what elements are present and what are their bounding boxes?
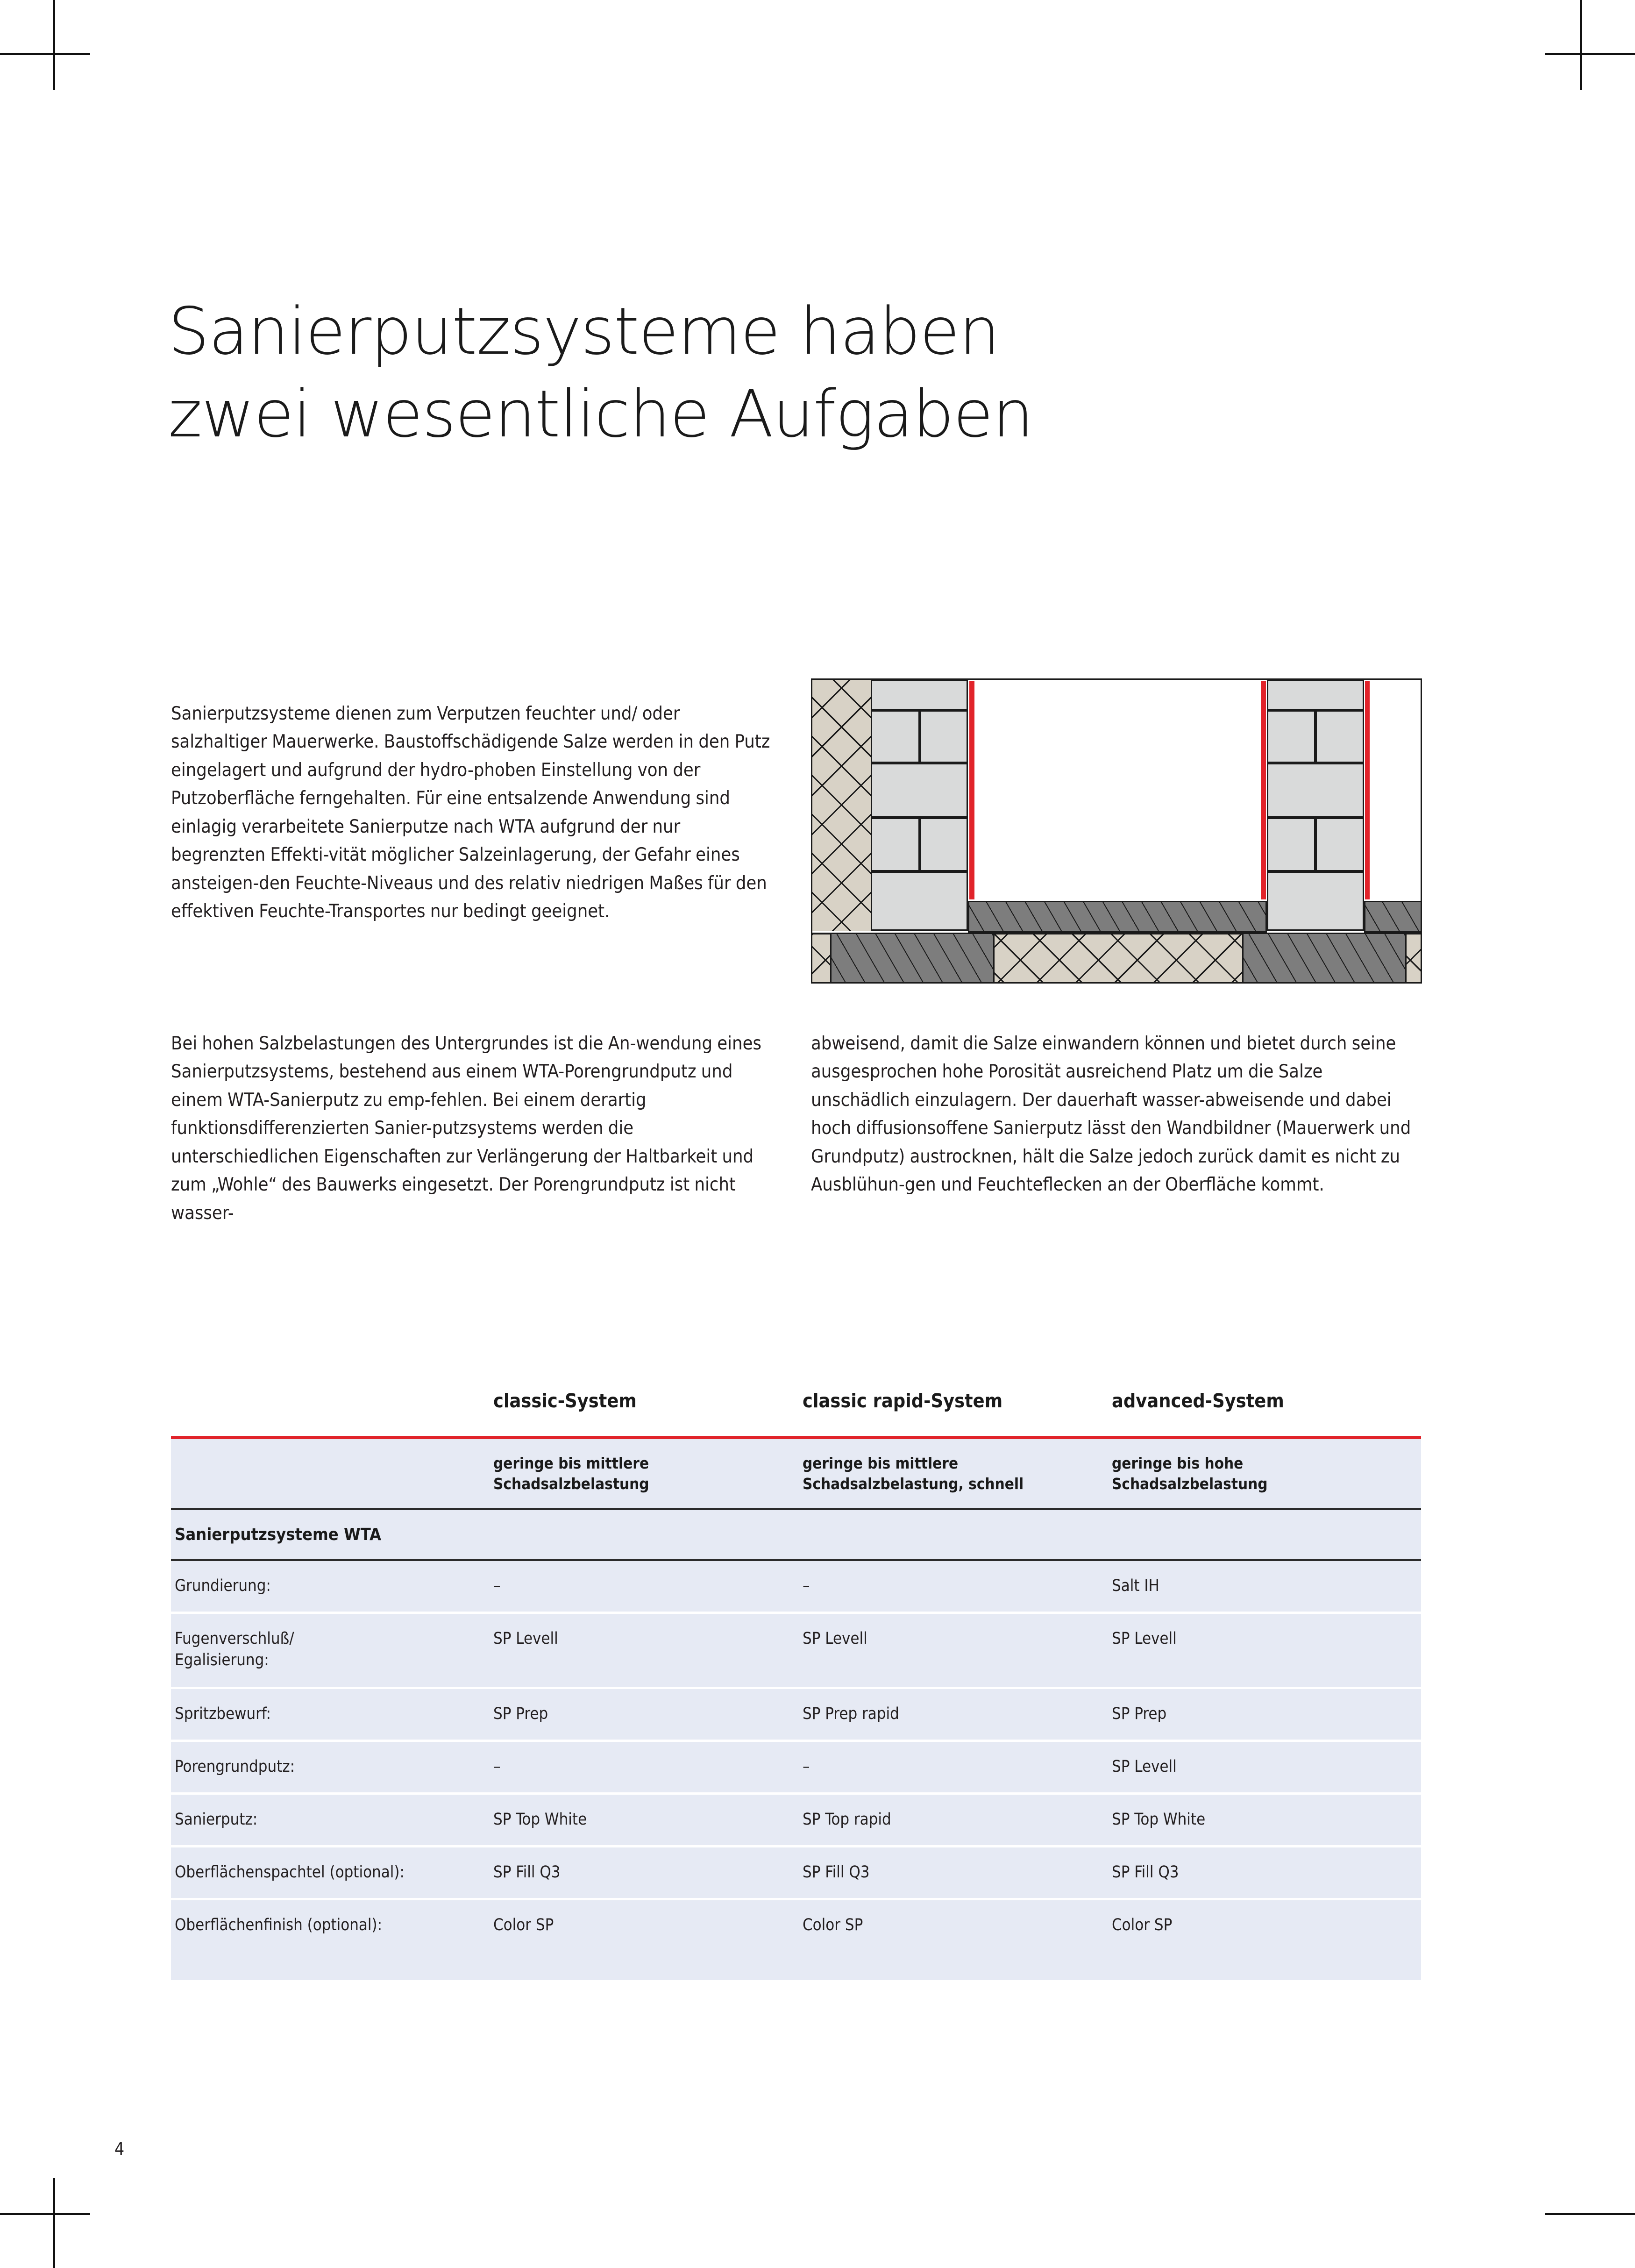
block-right-4a — [1267, 818, 1315, 871]
section-title: Sanierputzsysteme WTA — [171, 1509, 493, 1560]
table-row — [171, 1613, 1421, 1688]
block-right-4b — [1315, 818, 1364, 871]
foundation-plaster-left — [830, 933, 995, 984]
row-value-advanced: Salt IH — [1112, 1560, 1421, 1613]
crop-mark-bottom-left-horizontal — [0, 2213, 90, 2215]
row-value-classic: – — [493, 1560, 803, 1613]
table-row — [171, 1899, 1421, 1981]
row-label: Oberflächenspachtel (optional): — [171, 1847, 493, 1899]
table-row — [171, 1688, 1421, 1741]
table-section-header — [171, 1509, 1421, 1560]
row-value-classic: SP Levell — [493, 1613, 803, 1688]
row-value-rapid: SP Prep rapid — [803, 1688, 1112, 1741]
row-value-advanced: SP Levell — [1112, 1741, 1421, 1794]
block-left-2a — [871, 710, 920, 763]
masonry-left — [812, 680, 871, 931]
crop-mark-bottom-left-vertical — [53, 2178, 55, 2268]
block-right-2b — [1315, 710, 1364, 763]
salt-load-classic — [493, 1438, 803, 1510]
row-value-rapid: SP Fill Q3 — [803, 1847, 1112, 1899]
row-value-advanced: SP Fill Q3 — [1112, 1847, 1421, 1899]
row-label — [171, 1613, 493, 1688]
table-row — [171, 1794, 1421, 1847]
block-left-5 — [871, 871, 968, 931]
row-value-classic: SP Prep — [493, 1688, 803, 1741]
block-left-4b — [920, 818, 968, 871]
body-column-right: abweisend, damit die Salze einwandern können und bietet durch seine ausgesprochen hohe Porosität ausreichend Platz um die Salze unschädlich einzulagern. Der dauerhaft wasser-abweisende und dabei hoch diffusionsoffene Sanierputz lässt den Wandbildner (Mauerwerk und Grundputz) austrocknen, hält die Salze jedoch zurück damit es nicht zu Ausblühun-gen und Feuchteflecken an der Oberfläche kommt. — [811, 1032, 1411, 1195]
row-value-classic: – — [493, 1741, 803, 1794]
salt-load-advanced-line2: Schadsalzbelastung — [1112, 1475, 1268, 1493]
row-value-advanced: SP Levell — [1112, 1613, 1421, 1688]
block-right-3 — [1267, 763, 1364, 818]
salt-load-rapid-line2: Schadsalzbelastung, schnell — [803, 1475, 1024, 1493]
table-header-advanced: advanced-System — [1112, 1369, 1421, 1438]
row-value-rapid: SP Levell — [803, 1613, 1112, 1688]
foundation-plaster-right — [1242, 933, 1407, 984]
block-right-5 — [1267, 871, 1364, 931]
row-value-classic: SP Fill Q3 — [493, 1847, 803, 1899]
table-salt-load-row — [171, 1438, 1421, 1510]
block-left-1 — [871, 680, 968, 710]
crop-mark-top-left-horizontal — [0, 53, 90, 55]
table-row — [171, 1560, 1421, 1613]
salt-load-blank — [171, 1438, 493, 1510]
row-value-advanced: SP Top White — [1112, 1794, 1421, 1847]
wall-cross-section-illustration — [811, 678, 1422, 984]
block-left-4a — [871, 818, 920, 871]
row-value-rapid: – — [803, 1741, 1112, 1794]
crop-mark-top-right-horizontal — [1545, 53, 1635, 55]
row-label: Spritzbewurf: — [171, 1688, 493, 1741]
page-title-line-2: zwei wesentliche Aufgaben — [168, 376, 1033, 452]
block-left-3 — [871, 763, 968, 818]
render-layer-right-outer — [1365, 681, 1370, 899]
page-title-line-1: Sanierputzsysteme haben — [168, 293, 1000, 370]
render-layer-right-inner — [1261, 681, 1266, 899]
block-right-2a — [1267, 710, 1315, 763]
crop-mark-top-right-vertical — [1580, 0, 1582, 90]
row-label: Grundierung: — [171, 1560, 493, 1613]
row-value-rapid: SP Top rapid — [803, 1794, 1112, 1847]
row-value-classic: SP Top White — [493, 1794, 803, 1847]
crop-mark-bottom-right-horizontal — [1545, 2213, 1635, 2215]
row-value-rapid: Color SP — [803, 1899, 1112, 1981]
salt-load-classic-line2: Schadsalzbelastung — [493, 1475, 649, 1493]
table-header-row — [171, 1369, 1421, 1438]
row-label: Oberflächenfinish (optional): — [171, 1899, 493, 1981]
table-row — [171, 1847, 1421, 1899]
systems-comparison-table — [171, 1369, 1421, 1980]
salt-load-advanced-line1: geringe bis hohe — [1112, 1454, 1244, 1473]
row-value-rapid: – — [803, 1560, 1112, 1613]
block-left-2b — [920, 710, 968, 763]
page-title — [168, 290, 1429, 455]
render-layer-left — [969, 681, 974, 899]
row-label: Sanierputz: — [171, 1794, 493, 1847]
row-label-line1: Fugenverschluß/ — [175, 1629, 294, 1648]
page-number: 4 — [114, 2139, 125, 2159]
row-value-advanced: Color SP — [1112, 1899, 1421, 1981]
intro-paragraph: Sanierputzsysteme dienen zum Verputzen feuchter und/ oder salzhaltiger Mauerwerke. Baustoffschädigende Salze werden in den Putz eingelagert und aufgrund der hydro-phoben Einstellung von der Putzoberfläche ferngehalten. Für eine entsalzende Anwendung sind einlagig verarbeitete Sanierputze nach WTA aufgrund der nur begrenzten Effekti-vität möglicher Salzeinlagerung, der Gefahr eines ansteigen-den Feuchte-Niveaus und des relativ niedrigen Maßes für den effektiven Feuchte-Transportes nur bedingt geeignet. — [171, 702, 770, 922]
section-blank-1 — [493, 1509, 803, 1560]
row-label: Porengrundputz: — [171, 1741, 493, 1794]
block-right-1 — [1267, 680, 1364, 710]
crop-mark-top-left-vertical — [53, 0, 55, 90]
row-value-classic: Color SP — [493, 1899, 803, 1981]
section-blank-2 — [803, 1509, 1112, 1560]
section-blank-3 — [1112, 1509, 1421, 1560]
salt-load-classic-line1: geringe bis mittlere — [493, 1454, 649, 1473]
floor-plaster-right — [1364, 901, 1422, 933]
body-column-left: Bei hohen Salzbelastungen des Untergrundes ist die An-wendung eines Sanierputzsystems, bestehend aus einem WTA-Porengrundputz und einem WTA-Sanierputz zu emp-fehlen. Bei einem derartig funktionsdifferenzierten Sanier-putzsystems werden die unterschiedlichen Eigenschaften zur Verlängerung der Haltbarkeit und zum „Wohle“ des Bauwerks eingesetzt. Der Porengrundputz ist nicht wasser- — [171, 1032, 761, 1224]
row-label-line2: Egalisierung: — [175, 1651, 269, 1670]
table-header-rapid: classic rapid-System — [803, 1369, 1112, 1438]
salt-load-rapid — [803, 1438, 1112, 1510]
salt-load-advanced — [1112, 1438, 1421, 1510]
floor-plaster-middle — [968, 901, 1267, 933]
salt-load-rapid-line1: geringe bis mittlere — [803, 1454, 959, 1473]
table-header-classic: classic-System — [493, 1369, 803, 1438]
table-row — [171, 1741, 1421, 1794]
table-header-blank — [171, 1369, 493, 1438]
row-value-advanced: SP Prep — [1112, 1688, 1421, 1741]
